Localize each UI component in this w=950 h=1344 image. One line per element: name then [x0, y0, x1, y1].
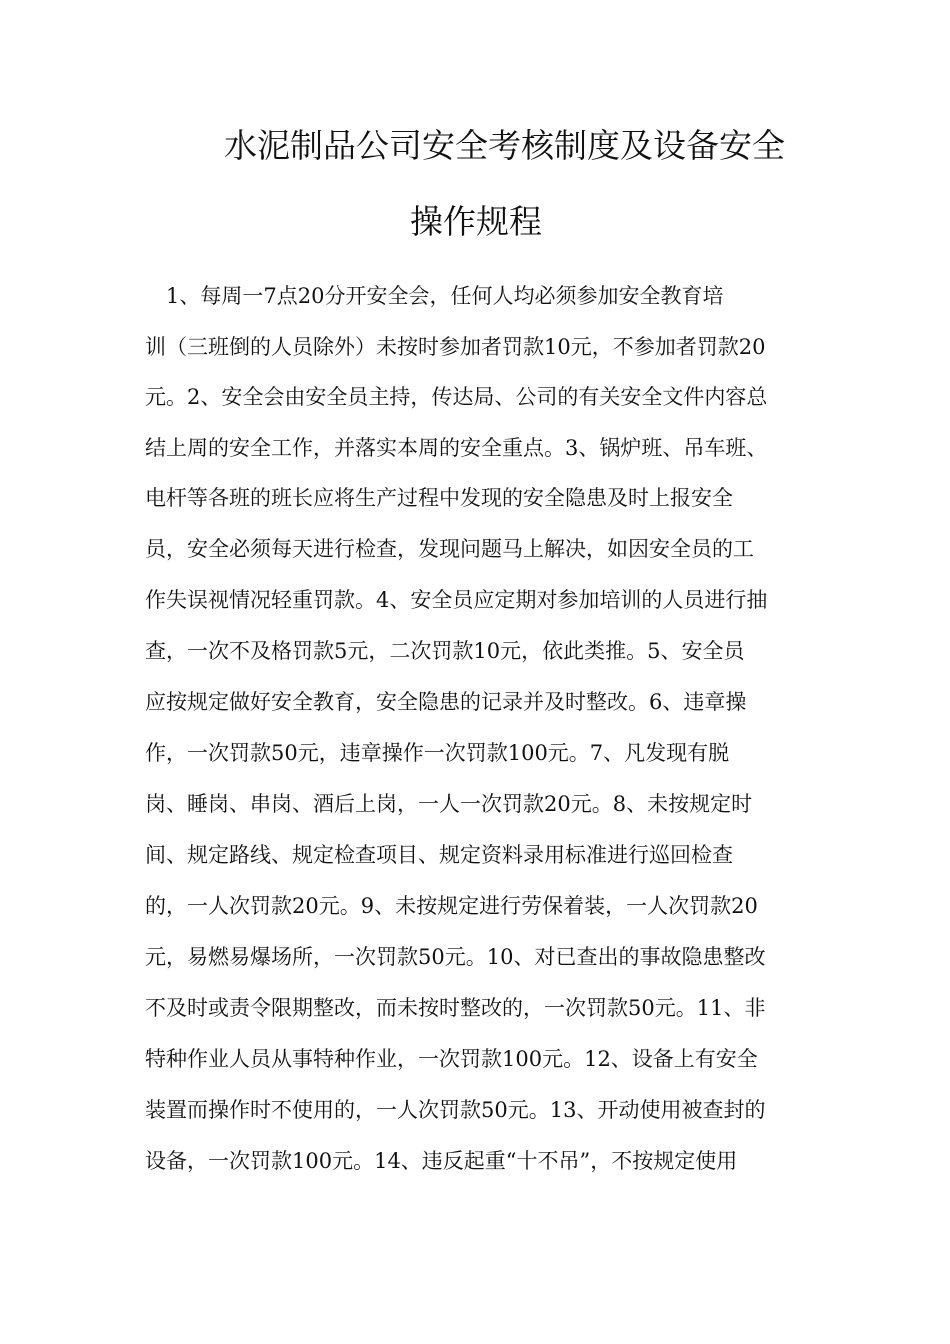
body-text-line: 装置而操作时不使用的，一人次罚款50元。13、开动使用被查封的 — [145, 1098, 766, 1122]
body-text-line: 岗、睡岗、串岗、酒后上岗，一人一次罚款20元。8、未按规定时 — [145, 792, 753, 816]
body-text-line: 特种作业人员从事特种作业，一次罚款100元。12、设备上有安全 — [145, 1047, 758, 1071]
body-text-line: 应按规定做好安全教育，安全隐患的记录并及时整改。6、违章操 — [145, 690, 747, 714]
body-text-line: 训（三班倒的人员除外）未按时参加者罚款10元，不参加者罚款20 — [145, 335, 766, 359]
body-text-line: 作失误视情况轻重罚款。4、安全员应定期对参加培训的人员进行抽 — [145, 588, 768, 612]
body-text-line: 不及时或责令限期整改，而未按时整改的，一次罚款50元。11、非 — [145, 996, 766, 1020]
document-title-line-1: 水泥制品公司安全考核制度及设备安全 — [224, 126, 785, 165]
document-title-line-2: 操作规程 — [410, 202, 542, 241]
body-text-line: 员，安全必须每天进行检查，发现问题马上解决，如因安全员的工 — [145, 537, 754, 561]
body-text-line: 的，一人次罚款20元。9、未按规定进行劳保着装，一人次罚款20 — [145, 894, 758, 918]
body-text-line: 元。2、安全会由安全员主持，传达局、公司的有关安全文件内容总 — [145, 385, 768, 409]
body-text-line: 设备，一次罚款100元。14、违反起重“十不吊”，不按规定使用 — [145, 1149, 738, 1173]
body-text-line: 作，一次罚款50元，违章操作一次罚款100元。7、凡发现有脱 — [145, 741, 730, 765]
body-text-line: 结上周的安全工作，并落实本周的安全重点。3、锅炉班、吊车班、 — [145, 436, 768, 460]
body-text-line: 间、规定路线、规定检查项目、规定资料录用标准进行巡回检查 — [145, 843, 733, 867]
body-text-line: 元，易燃易爆场所，一次罚款50元。10、对已查出的事故隐患整改 — [145, 945, 766, 969]
body-text-line: 查，一次不及格罚款5元，二次罚款10元，依此类推。5、安全员 — [145, 639, 745, 663]
body-text-line: 电杆等各班的班长应将生产过程中发现的安全隐患及时上报安全 — [145, 486, 733, 510]
body-text-line: 1、每周一7点20分开安全会，任何人均必须参加安全教育培 — [145, 284, 724, 308]
